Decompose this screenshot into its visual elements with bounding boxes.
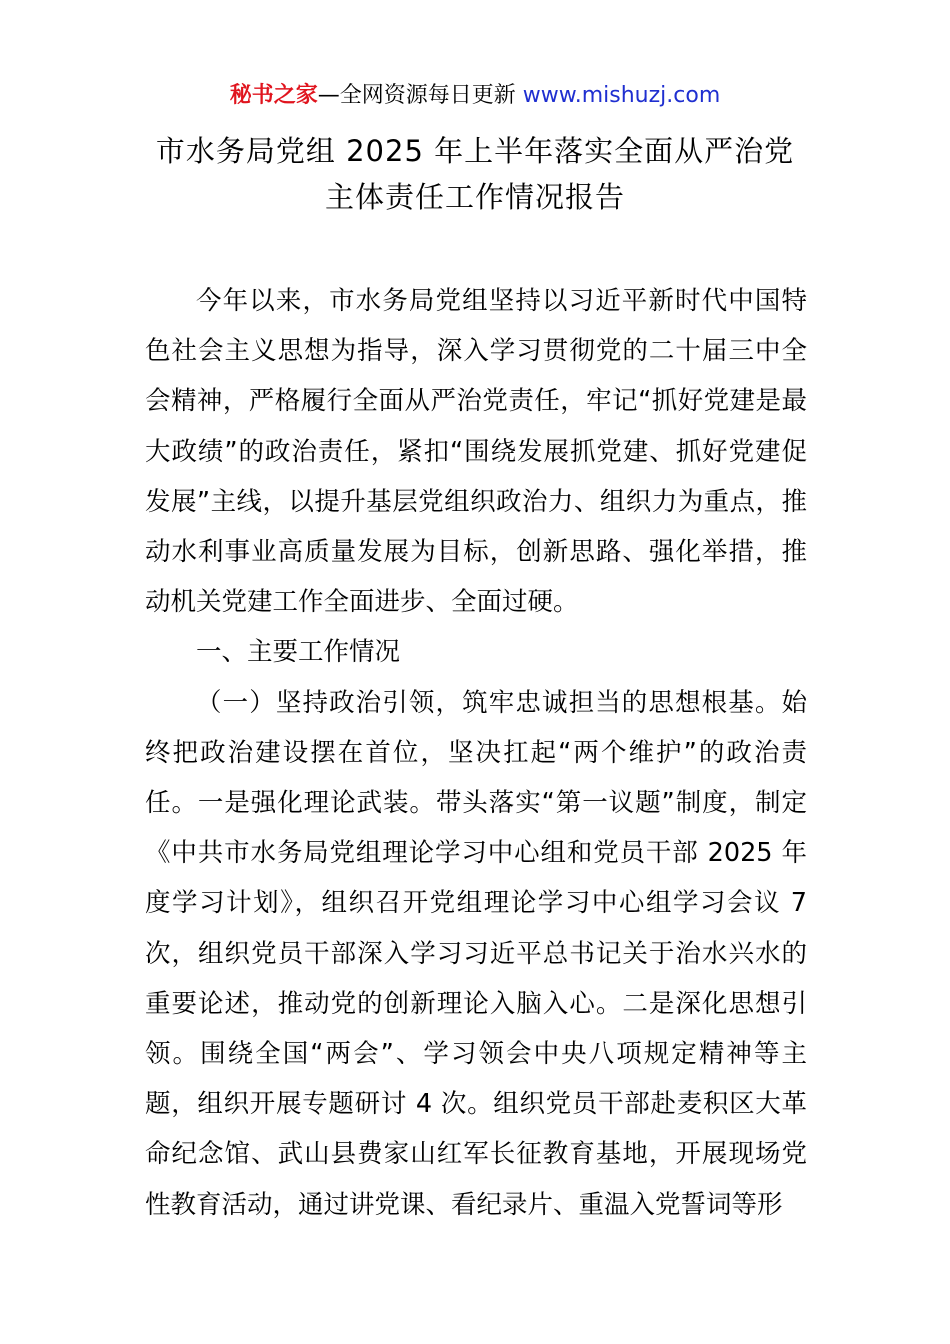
watermark-header (0, 80, 950, 112)
section-heading: 一、主要工作情况 (196, 637, 401, 668)
header-tagline: —全网资源每日更新 (317, 83, 523, 108)
document-title (100, 128, 850, 220)
title-line-1: 市水务局党组 2025 年上半年落实全面从严治党 (155, 134, 795, 168)
body-paragraph: （一）坚持政治引领，筑牢忠诚担当的思想根基。始终把政治建设摆在首位，坚决扛起“两个维护”的政治责任。一是强化理论武装。带头落实“第一议题”制度，制定《中共市水务局党组理论学习中心组和党员干部 2025 年度学习计划》，组织召开党组理论学习中心组学习会议 7 次，组织党员干部深入学习习近平总书记关于治水兴水的重要论述，推动党的创新理论入脑入心。二是深化思想引领。围绕全国“两会”、学习领会中央八项规定精神等主题，组织开展专题研讨 4 次。组织党员干部赴麦积区大革命纪念馆、武山县费家山红军长征教育基地，开展现场党性教育活动，通过讲党课、看纪录片、重温入党誓词等形 (145, 687, 807, 1220)
site-url[interactable]: www.mishuzj.com (522, 83, 721, 108)
intro-paragraph: 今年以来，市水务局党组坚持以习近平新时代中国特色社会主义思想为指导，深入学习贯彻党的二十届三中全会精神，严格履行全面从严治党责任，牢记“抓好党建是最大政绩”的政治责任，紧扣“围绕发展抓党建、抓好党建促发展”主线，以提升基层党组织政治力、组织力为重点，推动水利事业高质量发展为目标，创新思路、强化举措，推动机关党建工作全面进步、全面过硬。 (145, 286, 807, 618)
title-line-2: 主体责任工作情况报告 (324, 180, 625, 214)
document-body (145, 276, 807, 1230)
brand-name: 秘书之家 (229, 83, 318, 108)
